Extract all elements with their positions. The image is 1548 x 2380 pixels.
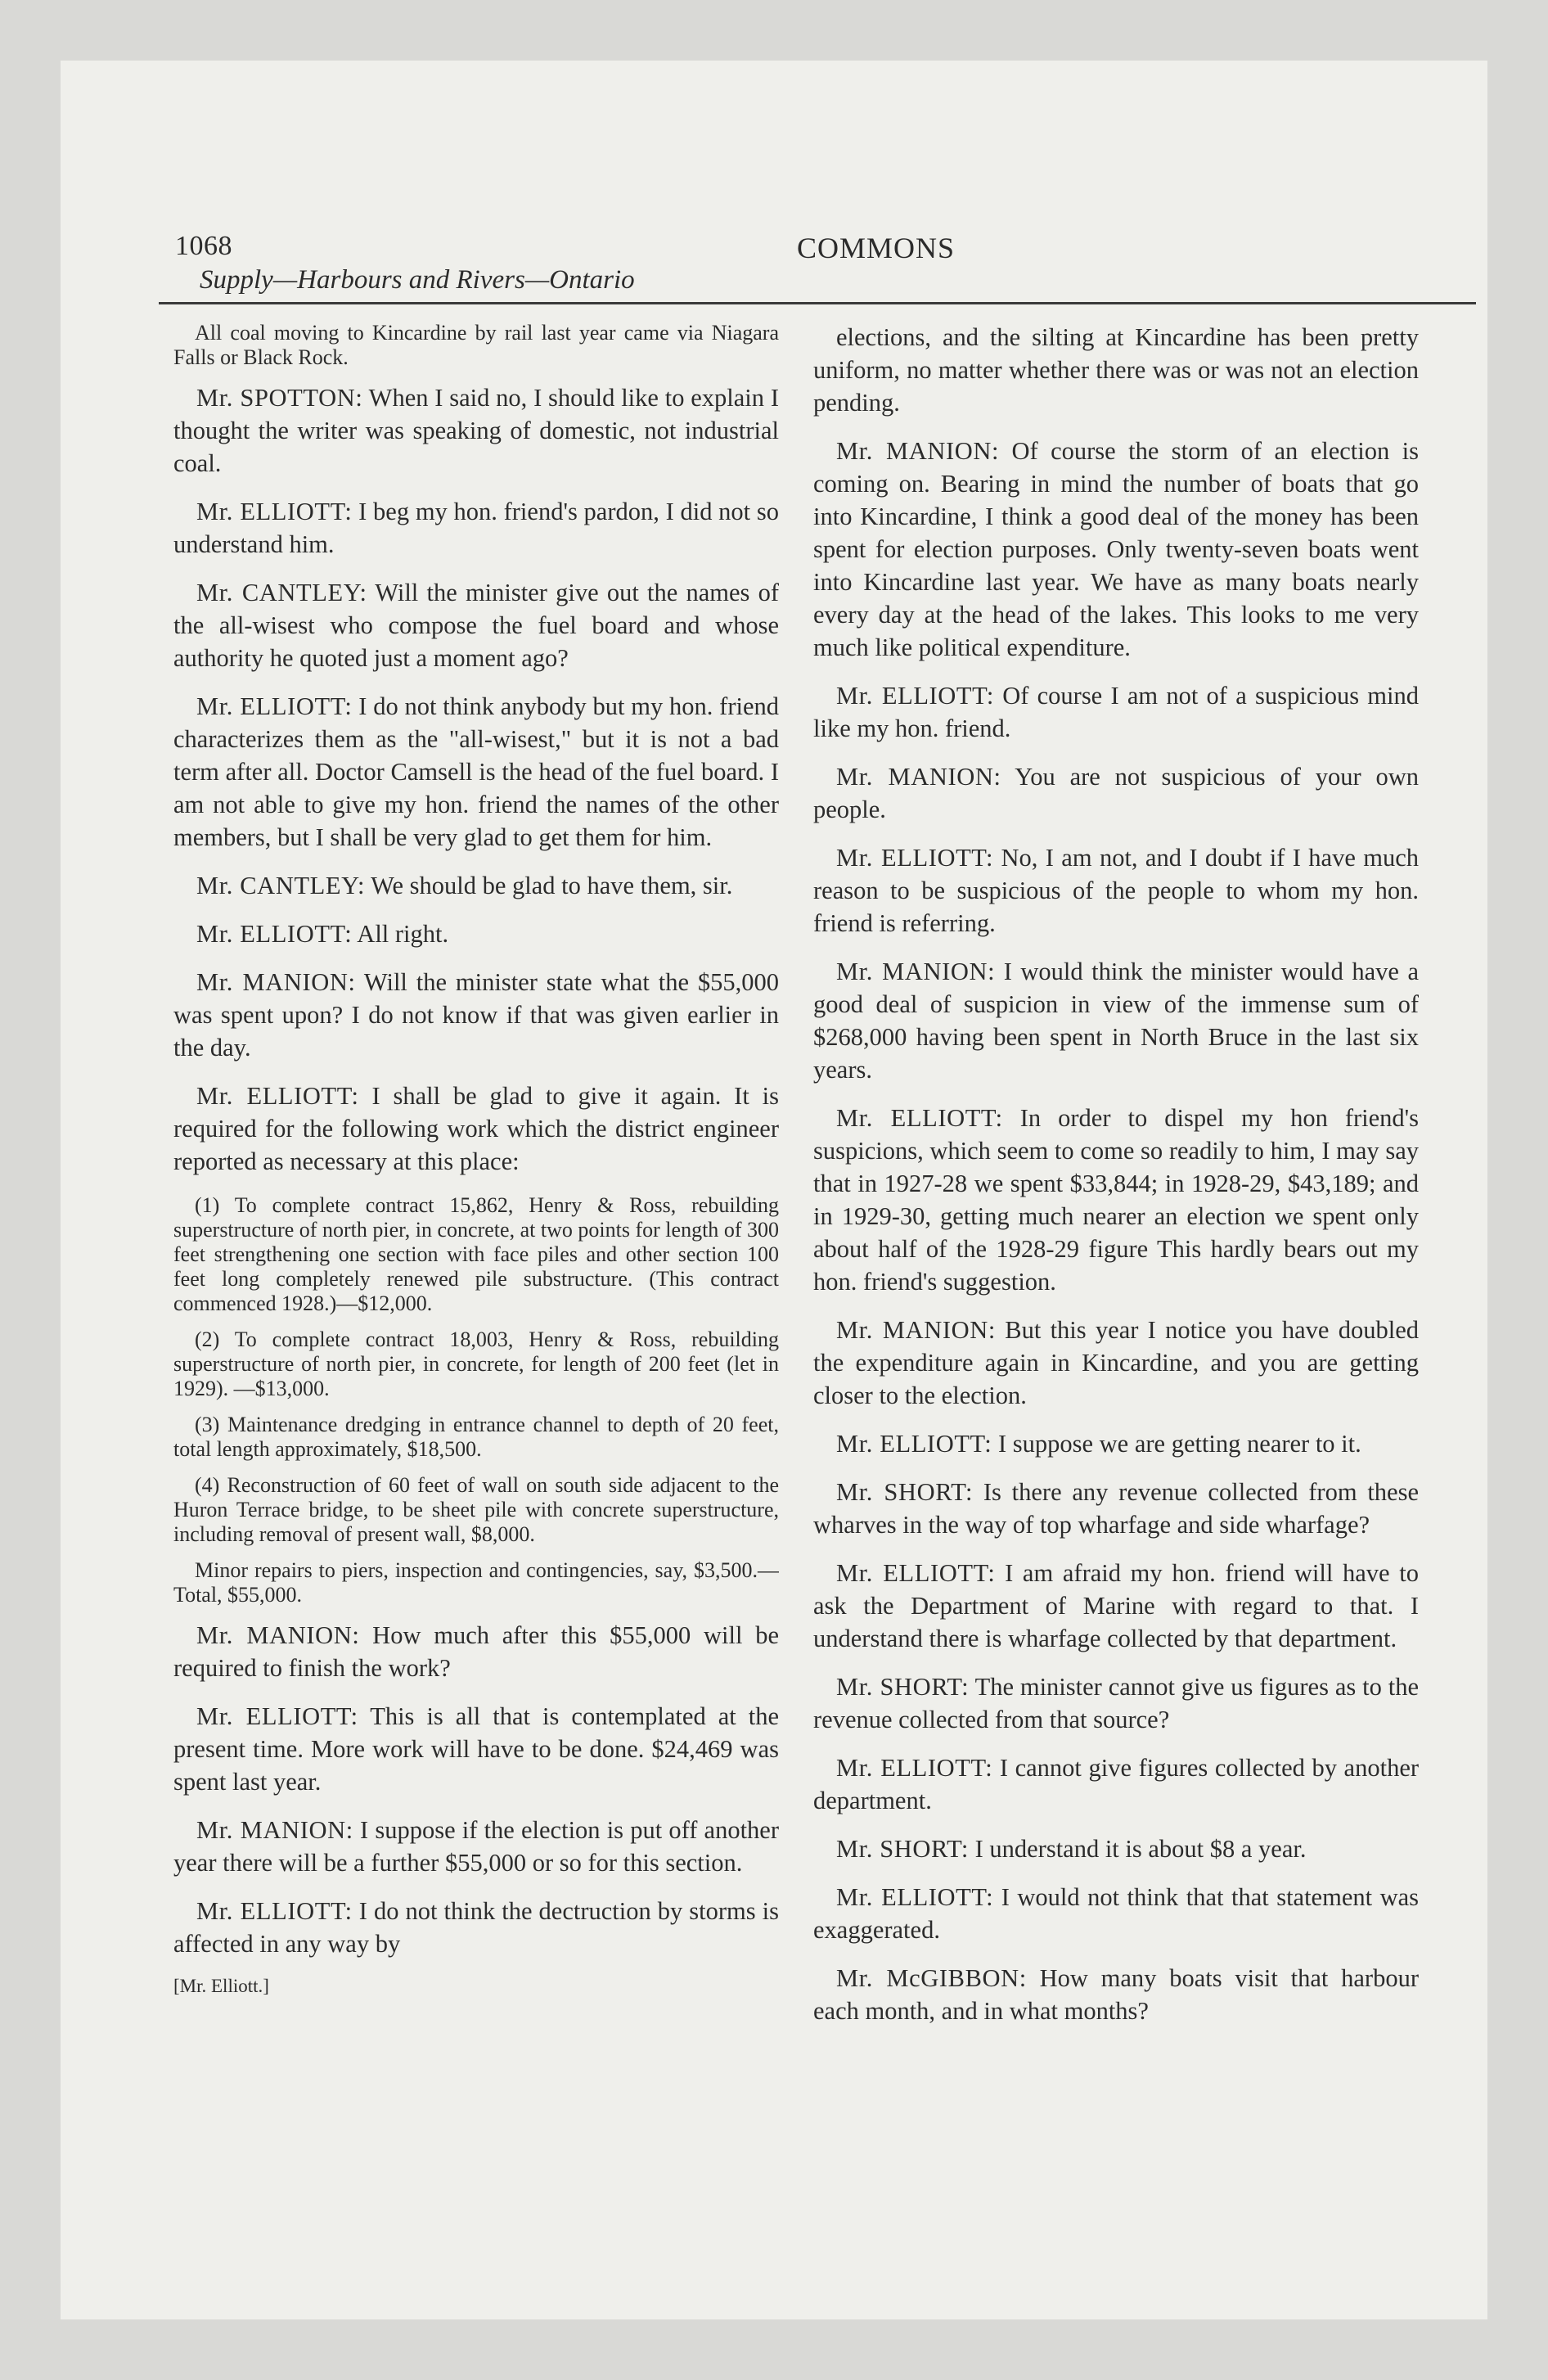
paragraph-text: All right. [357,920,449,948]
paragraph-text: I suppose if the election is put off another year there will be a further $55,000 or so for this section. [173,1816,779,1877]
speaker-name: Mr. McGIBBON: [836,1964,1027,1992]
paragraph-text: Will the minister state what the $55,000 was spent upon? I do not know if that was given earlier in the day. [173,968,779,1062]
paragraph [173,1814,779,1879]
paragraph [173,1558,779,1607]
paragraph-text: Of course the storm of an election is coming on. Bearing in mind the number of boats that go into Kincardine, I think a good deal of the money has been spent for election purposes. Only twenty-seven boats went into Kincardine last year. We have as many boats nearly every day at the head of the lakes. This looks to me very much like political expenditure. [813,437,1419,661]
paragraph [173,1413,779,1462]
paragraph-text: You are not suspicious of your own people. [813,763,1419,823]
paragraph [173,966,779,1064]
paragraph-text: Minor repairs to piers, inspection and contingencies, say, $3,500.—Total, $55,000. [173,1558,779,1607]
speaker-name: Mr. ELLIOTT: [196,1897,353,1925]
paragraph [813,1962,1419,2027]
paragraph [173,1327,779,1401]
paragraph-text: How much after this $55,000 will be required to finish the work? [173,1621,779,1682]
paragraph [813,1881,1419,1946]
paragraph [813,1427,1419,1460]
paragraph-text: The minister cannot give us figures as to the revenue collected from that source? [813,1673,1419,1733]
paragraph-text: (1) To complete contract 15,862, Henry & Ross, rebuilding superstructure of north pier, in concrete, at two points for length of 300 feet strengthening one section with face piles and other section 100 feet long completely renewed pile substructure. (This contract commenced 1928.)—$12,000. [173,1193,779,1315]
speaker-name: Mr. ELLIOTT: [836,682,994,710]
paragraph [173,917,779,950]
paragraph-text: I shall be glad to give it again. It is required for the following work which the district engineer reported as necessary at this place: [173,1082,779,1175]
paragraph-text: In order to dispel my hon friend's suspicions, which seem to come so readily to him, I may say that in 1927-28 we spent $33,844; in 1928-29, $43,189; and in 1929-30, getting much nearer an election we spent only about half of the 1928-29 figure This hardly bears out my hon. friend's suggestion. [813,1104,1419,1296]
speaker-name: Mr. MANION: [196,1816,353,1844]
paragraph [813,321,1419,419]
paragraph-text: I would not think that that statement was exaggerated. [813,1883,1419,1944]
paragraph-text: Is there any revenue collected from these wharves in the way of top wharfage and side wharfage? [813,1478,1419,1539]
paragraph-text: Will the minister give out the names of the all-wisest who compose the fuel board and whose authority he quoted just a moment ago? [173,579,779,672]
paragraph [173,1080,779,1178]
page-header [175,165,1484,304]
speaker-name: Mr. ELLIOTT: [836,1430,992,1458]
speaker-name: Mr. ELLIOTT: [196,1702,358,1730]
paragraph [813,955,1419,1086]
paragraph-text: I do not think anybody but my hon. friend characterizes them as the "all-wisest," but it is not a bad term after all. Doctor Camsell is the head of the fuel board. I am not able to give my hon. friend the names of the other members, but I shall be very glad to get them for him. [173,692,779,851]
speaker-name: Mr. SHORT: [836,1478,974,1506]
paragraph [813,1751,1419,1817]
speaker-name: Mr. ELLIOTT: [196,920,353,948]
paragraph-text: I do not think the dectruction by storms is affected in any way by [173,1897,779,1958]
speaker-name: Mr. SHORT: [836,1835,969,1863]
right-column [813,321,1419,2269]
paragraph [173,869,779,902]
paragraph-text: I would think the minister would have a good deal of suspicion in view of the immense sum of $268,000 having been spent in North Bruce in the last six years. [813,958,1419,1084]
paragraph [173,1700,779,1798]
paragraph [813,1832,1419,1865]
speaker-name: Mr. MANION: [836,958,996,985]
paragraph [173,495,779,561]
running-title: Supply—Harbours and Rivers—Ontario [200,265,635,295]
paragraph [813,1102,1419,1298]
speaker-name: Mr. ELLIOTT: [836,1883,994,1911]
speaker-name: Mr. ELLIOTT: [196,692,353,720]
speaker-name: Mr. ELLIOTT: [196,1082,359,1110]
paragraph-text: All coal moving to Kincardine by rail last year came via Niagara Falls or Black Rock. [173,321,779,369]
speaker-name: Mr. MANION: [196,1621,360,1649]
speaker-name: Mr. ELLIOTT: [836,1104,1003,1132]
paragraph [813,760,1419,826]
paragraph-text: (2) To complete contract 18,003, Henry & Ross, rebuilding superstructure of north pier, in concrete, for length of 200 feet (let in 1929). —$13,000. [173,1327,779,1400]
paragraph [173,576,779,674]
paragraph [813,1670,1419,1736]
speaker-name: Mr. ELLIOTT: [836,1754,993,1782]
paragraph [173,690,779,854]
speaker-name: Mr. ELLIOTT: [196,498,353,525]
paragraph-text: I beg my hon. friend's pardon, I did not so understand him. [173,498,779,558]
paragraph-text: We should be glad to have them, sir. [371,872,733,899]
paragraph-text: I cannot give figures collected by another department. [813,1754,1419,1814]
speaker-name: Mr. CANTLEY: [196,579,367,606]
paragraph [813,435,1419,664]
speaker-name: Mr. CANTLEY: [196,872,366,899]
speaker-footer-tag: [Mr. Elliott.] [173,1976,269,1996]
paragraph [173,1619,779,1684]
paragraph [173,1473,779,1547]
paragraph-text: No, I am not, and I doubt if I have much reason to be suspicious of the people to whom my hon. friend is referring. [813,844,1419,937]
left-column [173,321,779,2269]
paragraph-text: elections, and the silting at Kincardine has been pretty uniform, no matter whether there was or was not an election pending. [813,323,1419,417]
paragraph-text: But this year I notice you have doubled the expenditure again in Kincardine, and you are getting closer to the election. [813,1316,1419,1409]
paragraph [813,841,1419,940]
paragraph [813,1314,1419,1412]
paragraph-text: I suppose we are getting nearer to it. [997,1430,1361,1458]
paragraph [173,1895,779,1960]
paragraph [173,1193,779,1316]
paragraph [173,321,779,370]
header-rule [159,302,1476,304]
paragraph-text: I am afraid my hon. friend will have to ask the Department of Marine with regard to that. I understand there is wharfage collected by that department. [813,1559,1419,1652]
house-title: COMMONS [797,232,956,264]
speaker-name: Mr. MANION: [836,437,1000,465]
paragraph-text: When I said no, I should like to explain I thought the writer was speaking of domestic, not industrial coal. [173,384,779,477]
paragraph [813,1476,1419,1541]
paragraph [813,679,1419,745]
speaker-name: Mr. MANION: [196,968,356,996]
paragraph-text: I understand it is about $8 a year. [974,1835,1307,1863]
speaker-name: Mr. MANION: [836,1316,996,1344]
paragraph-text: (3) Maintenance dredging in entrance channel to depth of 20 feet, total length approximately, $18,500. [173,1413,779,1461]
paragraph [173,381,779,480]
speaker-name: Mr. ELLIOTT: [836,1559,996,1587]
paragraph [813,1557,1419,1655]
paragraph-text: (4) Reconstruction of 60 feet of wall on south side adjacent to the Huron Terrace bridge, to be sheet pile with concrete superstructure, including removal of present wall, $8,000. [173,1473,779,1546]
page-number: 1068 [175,231,232,261]
speaker-name: Mr. SPOTTON: [196,384,363,412]
paragraph-text: Of course I am not of a suspicious mind like my hon. friend. [813,682,1419,742]
paragraph-text: How many boats visit that harbour each month, and in what months? [813,1964,1419,2025]
speaker-name: Mr. SHORT: [836,1673,970,1701]
page-sheet [61,61,1487,2319]
speaker-name: Mr. ELLIOTT: [836,844,994,872]
speaker-name: Mr. MANION: [836,763,1001,791]
paragraph-text: This is all that is contemplated at the present time. More work will have to be done. $24,469 was spent last year. [173,1702,779,1796]
